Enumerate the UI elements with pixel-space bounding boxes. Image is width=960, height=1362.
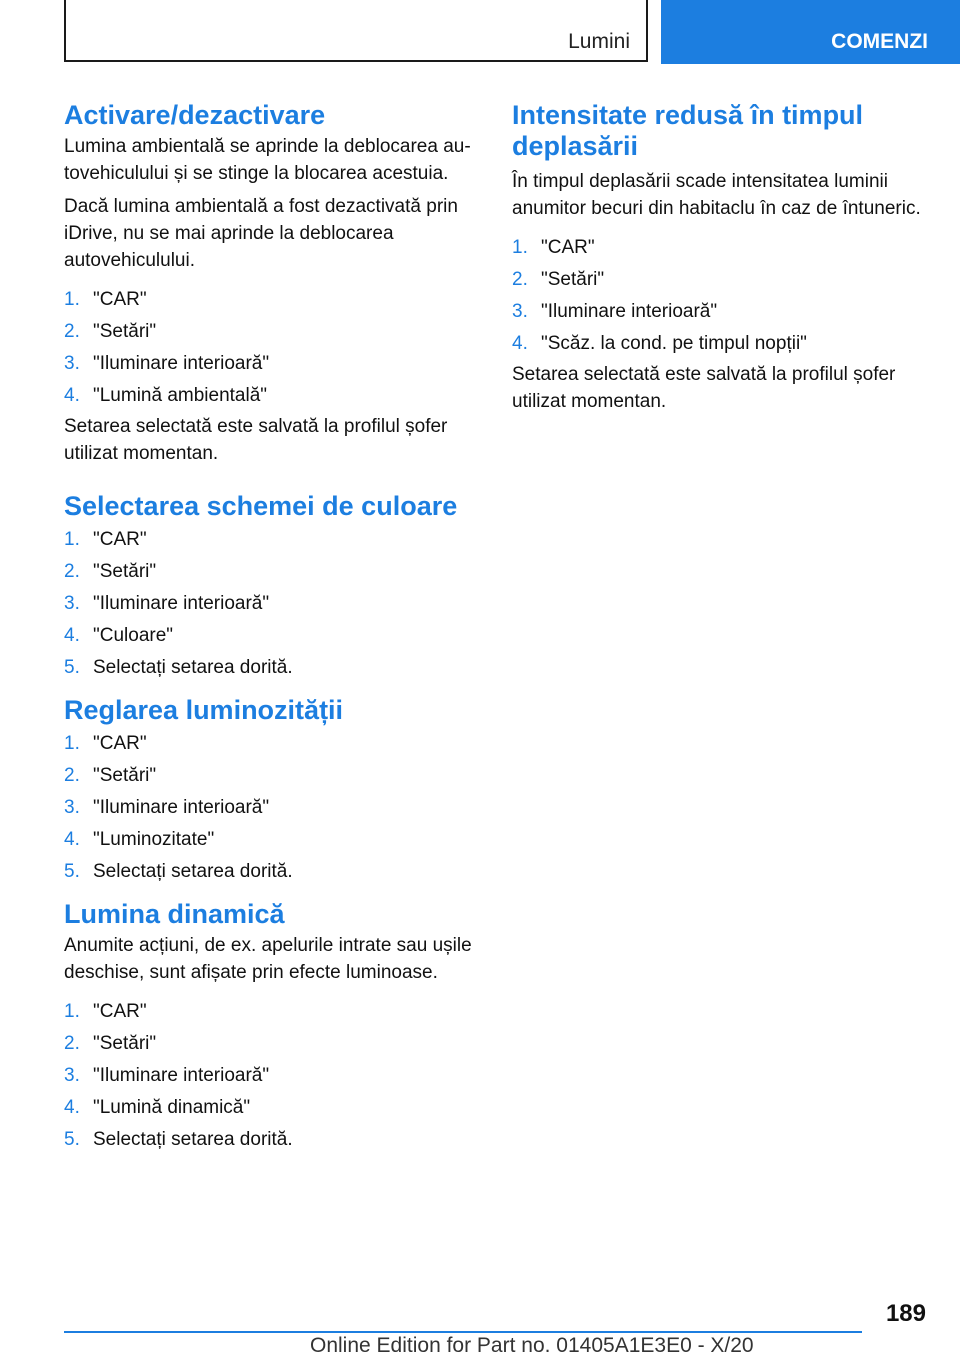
list-item (64, 1126, 476, 1153)
step-text: "Setări" (93, 321, 157, 342)
section-title: Lumini (568, 30, 630, 53)
section-title-dynamic-light: Lumina dinamică (64, 899, 285, 929)
step-text: "Lumină dinamică" (93, 1097, 251, 1118)
steps-list (64, 998, 476, 1153)
step-number: 3. (64, 797, 80, 818)
step-text: "Iluminare interioară" (541, 301, 718, 322)
step-number: 3. (64, 593, 80, 614)
step-text: "CAR" (93, 1001, 147, 1022)
list-item (64, 1030, 476, 1057)
chapter-tab[interactable]: COMENZI (661, 0, 960, 64)
right-column (512, 100, 924, 415)
list-item (64, 1062, 476, 1089)
step-number: 3. (64, 353, 80, 374)
step-text: "Iluminare interioară" (93, 593, 270, 614)
step-text: "Iluminare interioară" (93, 353, 270, 374)
step-text: "Culoare" (93, 625, 174, 646)
list-item (64, 350, 476, 377)
step-number: 1. (64, 1001, 80, 1022)
paragraph: În timpul deplasării scade intensitatea luminii anumitor becuri din habitaclu în caz de întuneric. (512, 171, 921, 219)
step-number: 5. (64, 861, 80, 882)
section-activation (64, 100, 476, 467)
note: Setarea selectată este salvată la profilul șofer utilizat momentan. (512, 364, 896, 412)
list-item (64, 590, 476, 617)
list-item (64, 622, 476, 649)
section-color-scheme (64, 491, 476, 681)
list-item (64, 762, 476, 789)
steps-list (64, 526, 476, 681)
step-text: "CAR" (93, 289, 147, 310)
step-number: 2. (64, 561, 80, 582)
footer-edition: Online Edition for Part no. 01405A1E3E0 - X/20 (310, 1334, 754, 1357)
header-box (64, 0, 648, 62)
step-number: 3. (64, 1065, 80, 1086)
step-number: 5. (64, 1129, 80, 1150)
section-title-brightness: Reglarea luminozității (64, 695, 344, 725)
step-number: 1. (64, 529, 80, 550)
list-item (64, 1094, 476, 1121)
footer-divider (64, 1331, 862, 1333)
steps-list (64, 730, 476, 885)
section-title-night-dimming: Intensitate redusă în timpul deplasării (512, 100, 864, 161)
step-text: Selectați setarea dorită. (93, 657, 293, 678)
list-item (64, 826, 476, 853)
step-number: 5. (64, 657, 80, 678)
step-number: 4. (64, 1097, 80, 1118)
step-text: "Luminozitate" (93, 829, 215, 850)
step-number: 2. (64, 1033, 80, 1054)
step-text: Selectați setarea dorită. (93, 1129, 293, 1150)
paragraph: Lumina ambientală se aprinde la deblocarea autovehiculului și se stinge la blocarea acestuia. (64, 136, 471, 184)
step-number: 1. (64, 289, 80, 310)
step-number: 4. (64, 625, 80, 646)
step-text: "CAR" (93, 733, 147, 754)
step-number: 4. (512, 333, 528, 354)
page-number: 189 (885, 1300, 926, 1327)
step-number: 2. (512, 269, 528, 290)
step-text: "Setări" (541, 269, 605, 290)
list-item (64, 558, 476, 585)
steps-list (512, 234, 924, 357)
list-item (64, 318, 476, 345)
step-text: Selectați setarea dorită. (93, 861, 293, 882)
step-text: "Iluminare interioară" (93, 1065, 270, 1086)
step-text: "Setări" (93, 1033, 157, 1054)
list-item (512, 266, 924, 293)
list-item (64, 286, 476, 313)
list-item (64, 730, 476, 757)
step-number: 2. (64, 765, 80, 786)
step-text: "CAR" (93, 529, 147, 550)
step-number: 1. (512, 237, 528, 258)
note: Setarea selectată este salvată la profilul șofer utilizat momentan. (64, 416, 448, 464)
step-number: 2. (64, 321, 80, 342)
step-text: "CAR" (541, 237, 595, 258)
step-text: "Setări" (93, 561, 157, 582)
step-text: "Scăz. la cond. pe timpul nopții" (541, 333, 807, 354)
list-item (512, 298, 924, 325)
step-number: 1. (64, 733, 80, 754)
list-item (64, 654, 476, 681)
step-text: "Lumină ambientală" (93, 385, 268, 406)
steps-list (64, 286, 476, 409)
paragraph: Anumite acțiuni, de ex. apelurile intrate sau ușile deschise, sunt afișate prin efecte luminoase. (64, 935, 472, 983)
step-number: 4. (64, 829, 80, 850)
section-title-activation: Activare/dezactivare (64, 100, 326, 130)
list-item (64, 998, 476, 1025)
left-column (64, 100, 476, 1158)
list-item (64, 382, 476, 409)
paragraph: Dacă lumina ambientală a fost dezactivată prin iDrive, nu se mai aprinde la deblocarea autovehiculului. (64, 196, 458, 271)
list-item (64, 526, 476, 553)
step-text: "Setări" (93, 765, 157, 786)
section-night-dimming (512, 100, 924, 415)
section-dynamic-light (64, 899, 476, 1153)
list-item (64, 858, 476, 885)
list-item (512, 234, 924, 261)
step-number: 4. (64, 385, 80, 406)
section-brightness (64, 695, 476, 885)
step-text: "Iluminare interioară" (93, 797, 270, 818)
list-item (512, 330, 924, 357)
step-number: 3. (512, 301, 528, 322)
section-title-color-scheme: Selectarea schemei de culoare (64, 491, 458, 521)
list-item (64, 794, 476, 821)
